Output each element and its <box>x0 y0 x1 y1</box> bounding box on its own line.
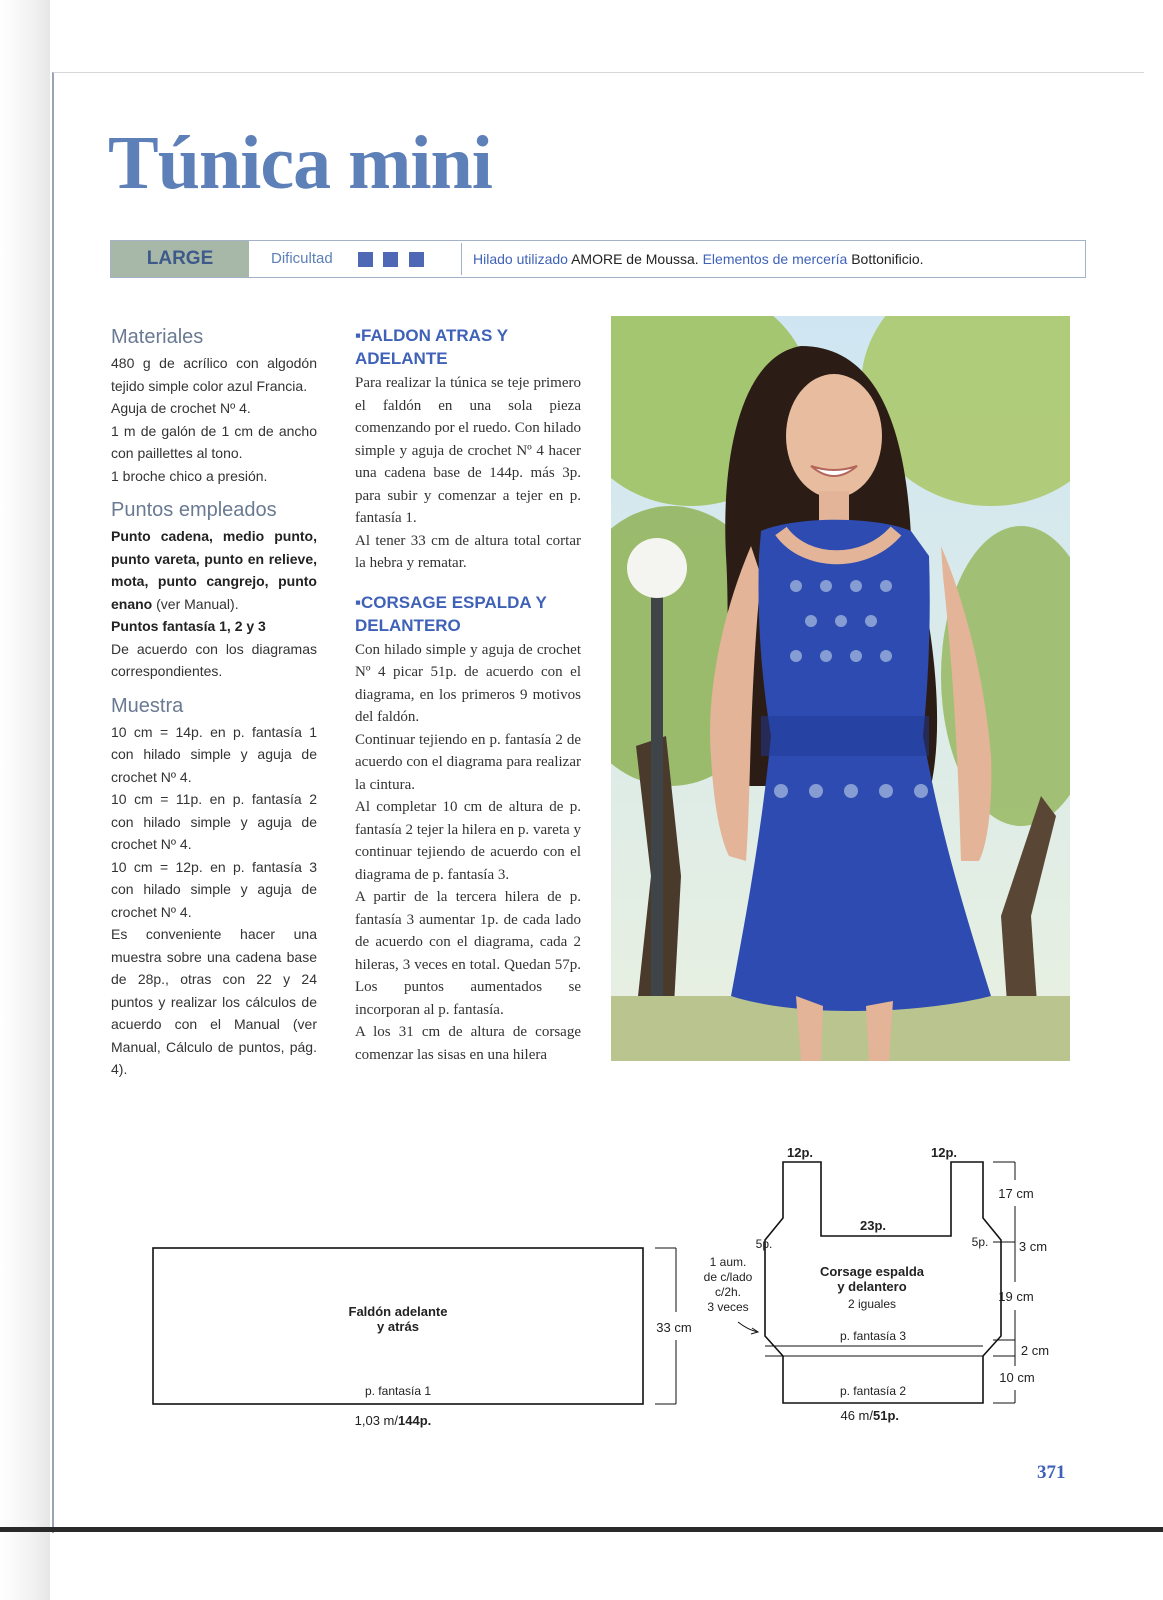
difficulty-label: Dificultad <box>271 250 333 267</box>
materials-text: Aguja de crochet Nº 4. <box>111 400 251 416</box>
skirt-paragraph: Al tener 33 cm de altura total cortar la hebra y rematar. <box>355 532 581 571</box>
skirt-height-label: 33 cm <box>656 1320 692 1335</box>
dim-2cm: 2 cm <box>1020 1343 1050 1358</box>
bodice-diagram <box>704 1145 1049 1423</box>
stitch3-label: p. fantasía 3 <box>839 1329 907 1343</box>
gauge-item: Es conveniente hacer una muestra sobre una cadena base de 28p., otras con 22 y 24 puntos y realizar los cálculos de acuerdo con el Manual (ver Manual, Cálculo de puntos, pág. 4). <box>111 926 317 1077</box>
bodice-paragraph: A partir de la tercera hilera de p. fantasía 3 aumentar 1p. de cada lado de acuerdo con el diagrama, cada 2 hileras, 3 veces en total. Quedan 57p. Los puntos aumentados se incorporan al p. fantasía. <box>355 889 581 1018</box>
dim-17cm: 17 cm <box>998 1186 1034 1201</box>
dim-3cm: 3 cm <box>1018 1239 1048 1254</box>
gauge-heading: Muestra <box>111 694 184 717</box>
dim-19cm: 19 cm <box>998 1289 1034 1304</box>
bodice-paragraph: A los 31 cm de altura de corsage comenzar las sisas en una hilera <box>355 1024 581 1063</box>
stitch2-label: p. fantasía 2 <box>839 1384 907 1398</box>
bodice-diagram-title: Corsage espalda <box>819 1264 925 1279</box>
stitches-heading: Puntos empleados <box>111 499 277 521</box>
materials-heading: Materiales <box>111 326 204 348</box>
skirt-width-value: 1,03 m/ <box>354 1413 398 1428</box>
bodice-diagram-title: y delantero <box>837 1279 907 1294</box>
gauge-item: 10 cm = 14p. en p. fantasía 1 con hilado simple y aguja de crochet Nº 4. <box>111 723 317 785</box>
bodice-width-points: 51p. <box>873 1408 900 1423</box>
skirt-diagram <box>153 1248 692 1428</box>
strap-right-label: 12p. <box>930 1145 958 1160</box>
dim-10cm: 10 cm <box>999 1370 1035 1385</box>
increase-note: c/2h. <box>714 1285 742 1299</box>
materials-text: 1 broche chico a presión. <box>111 467 268 484</box>
increase-note: 1 aum. <box>709 1255 747 1269</box>
increase-note: 3 veces <box>707 1300 749 1314</box>
skirt-paragraph: Para realizar la túnica se teje primero el faldón en una sola pieza comenzando por el ruedo. Con hilado simple y aguja de crochet Nº 4 hacer una cadena base de 144p. más 3p. para subir y comenzar a tejer en p. fantasía 1. <box>355 375 581 526</box>
yarn-label: Hilado utilizado <box>473 251 568 267</box>
level-badge: LARGE <box>111 241 249 277</box>
gauge-item: 10 cm = 12p. en p. fantasía 3 con hilado simple y aguja de crochet Nº 4. <box>111 858 317 920</box>
skirt-width-points: 144p. <box>398 1413 432 1428</box>
yarn-value: AMORE de Moussa. <box>571 251 699 267</box>
skirt-stitch-label: p. fantasía 1 <box>364 1384 432 1398</box>
stitches-list: Punto cadena, medio punto, punto vareta, punto en relieve, mota, punto cangrejo, punto enano <box>111 528 317 612</box>
gauge-item: 10 cm = 11p. en p. fantasía 2 con hilado simple y aguja de crochet Nº 4. <box>111 791 317 852</box>
bodice-heading: ▪CORSAGE ESPALDA Y DELANTERO <box>355 592 547 635</box>
skirt-heading: ▪FALDON ATRAS Y ADELANTE <box>355 326 508 368</box>
bodice-paragraph: Continuar tejiendo en p. fantasía 2 de acuerdo con el diagrama para realizar la cintura. <box>355 731 581 793</box>
bodice-paragraph: Al completar 10 cm de altura de p. fantasía 2 tejer la hilera en p. vareta y continuar tejiendo de acuerdo con el diagrama de p. fantasía 3. <box>355 799 581 883</box>
fancy-stitches-title: Puntos fantasía 1, 2 y 3 <box>111 618 266 634</box>
fancy-stitches-text: De acuerdo con los diagramas correspondientes. <box>111 640 317 679</box>
materials-text: 1 m de galón de 1 cm de ancho con paillettes al tono. <box>111 422 317 461</box>
bodice-width-value: 46 m/ <box>840 1408 873 1423</box>
notions-value: Bottonificio. <box>851 251 924 267</box>
bullet-square-icon: ▪ <box>355 326 362 345</box>
page-title: Túnica mini <box>108 121 492 205</box>
skirt-diagram-title: y atrás <box>377 1319 419 1334</box>
materials-text: 480 g de acrílico con algodón tejido simple color azul Francia. <box>111 355 317 394</box>
bodice-diagram-subtitle: 2 iguales <box>847 1297 897 1311</box>
notions-label: Elementos de mercería <box>702 251 848 267</box>
increase-note: de c/lado <box>703 1270 753 1284</box>
page-number: 371 <box>1037 1462 1066 1483</box>
side-right-label: 5p. <box>971 1235 989 1249</box>
manual-reference: (ver Manual). <box>152 595 239 612</box>
bodice-paragraph: Con hilado simple y aguja de crochet Nº 4 picar 51p. de acuerdo con el diagrama, en los primeros 9 motivos del faldón. <box>355 641 581 725</box>
strap-left-label: 12p. <box>786 1145 814 1160</box>
side-left-label: 5p. <box>755 1237 773 1251</box>
bullet-square-icon: ▪ <box>355 592 362 612</box>
skirt-diagram-title: Faldón adelante <box>348 1304 448 1319</box>
neck-label: 23p. <box>859 1218 887 1233</box>
